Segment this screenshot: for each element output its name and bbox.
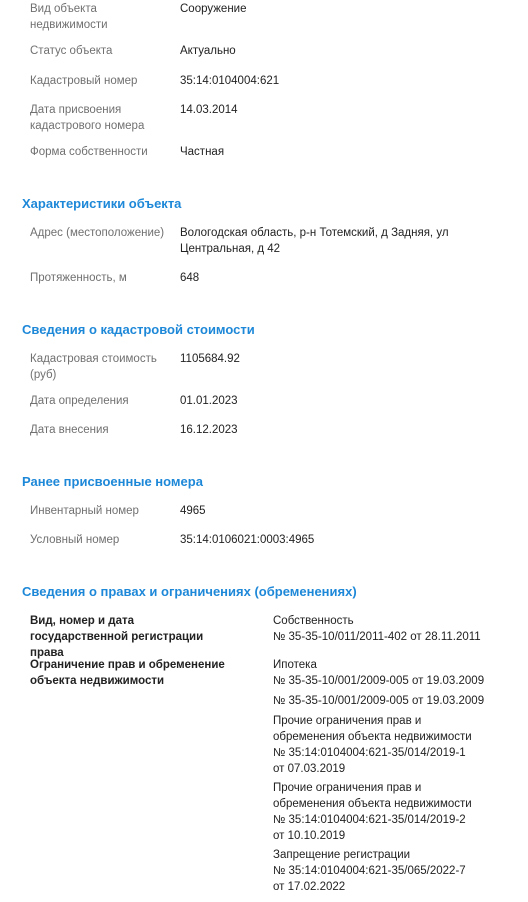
restriction-type-other: Прочие ограничения прав и обременения объекта недвижимости [273, 715, 472, 743]
registration-type: Собственность [273, 615, 354, 627]
field-label: Форма собственности [30, 146, 148, 158]
restriction-number: № 35-35-10/001/2009-005 от 19.03.2009 [273, 695, 485, 707]
field-value: 648 [180, 272, 200, 284]
field-label: Дата определения [30, 395, 129, 407]
section-title-cadastral-value: Сведения о кадастровой стоимости [22, 322, 255, 337]
field-label: Дата присвоения кадастрового номера [30, 104, 145, 132]
restriction-type-other: Прочие ограничения прав и обременения объекта недвижимости [273, 782, 472, 810]
field-label: Кадастровая стоимость (руб) [30, 353, 157, 381]
info-row-inventory-number [30, 503, 520, 519]
field-label: Условный номер [30, 534, 120, 546]
field-value: Вологодская область, р-н Тотемский, д Задняя, ул Центральная, д 42 [180, 227, 449, 255]
field-label: Вид объекта недвижимости [30, 3, 108, 31]
restriction-type-mortgage: Ипотека [273, 659, 317, 671]
field-value: 01.01.2023 [180, 395, 238, 407]
field-label: Протяженность, м [30, 272, 127, 284]
restrictions-label: Ограничение прав и обременение объекта недвижимости [30, 659, 225, 687]
info-row-cadastral-value [30, 351, 520, 383]
field-value: Частная [180, 146, 225, 158]
restriction-number: № 35:14:0104004:621-35/014/2019-1 [273, 747, 466, 759]
restriction-type-ban: Запрещение регистрации [273, 849, 411, 861]
field-label: Адрес (местоположение) [30, 227, 165, 239]
field-value: 16.12.2023 [180, 424, 238, 436]
info-row-determination-date [30, 393, 520, 409]
info-row-object-type [30, 1, 520, 33]
field-label: Кадастровый номер [30, 75, 138, 87]
field-value: 14.03.2014 [180, 104, 238, 116]
info-row-address [30, 225, 520, 257]
info-row-ownership-form [30, 144, 520, 160]
info-row-entry-date [30, 422, 520, 438]
section-title-rights: Сведения о правах и ограничениях (обременениях) [22, 584, 357, 599]
field-value: 1105684.92 [180, 353, 240, 365]
field-value: 35:14:0106021:0003:4965 [180, 534, 315, 546]
section-title-characteristics: Характеристики объекта [22, 196, 182, 211]
info-row-status [30, 43, 520, 59]
info-row-cadastral-number [30, 73, 520, 89]
restriction-number: № 35:14:0104004:621-35/014/2019-2 [273, 814, 466, 826]
restriction-date: от 10.10.2019 [273, 830, 346, 842]
field-value: 35:14:0104004:621 [180, 75, 280, 87]
field-value: Сооружение [180, 3, 247, 15]
restriction-date: от 17.02.2022 [273, 881, 346, 893]
restriction-number: № 35:14:0104004:621-35/065/2022-7 [273, 865, 466, 877]
section-title-prior-numbers: Ранее присвоенные номера [22, 474, 203, 489]
restriction-date: от 07.03.2019 [273, 763, 346, 775]
info-row-conditional-number [30, 532, 520, 548]
registration-label: Вид, номер и дата государственной регистрации права [30, 615, 204, 659]
field-label: Статус объекта [30, 45, 113, 57]
field-label: Дата внесения [30, 424, 109, 436]
field-value: Актуально [180, 45, 236, 57]
registration-number: № 35-35-10/011/2011-402 от 28.11.2011 [273, 631, 481, 643]
field-value: 4965 [180, 505, 206, 517]
info-row-length [30, 270, 520, 286]
info-row-assignment-date [30, 102, 520, 134]
restriction-number: № 35-35-10/001/2009-005 от 19.03.2009 [273, 675, 485, 687]
field-label: Инвентарный номер [30, 505, 139, 517]
